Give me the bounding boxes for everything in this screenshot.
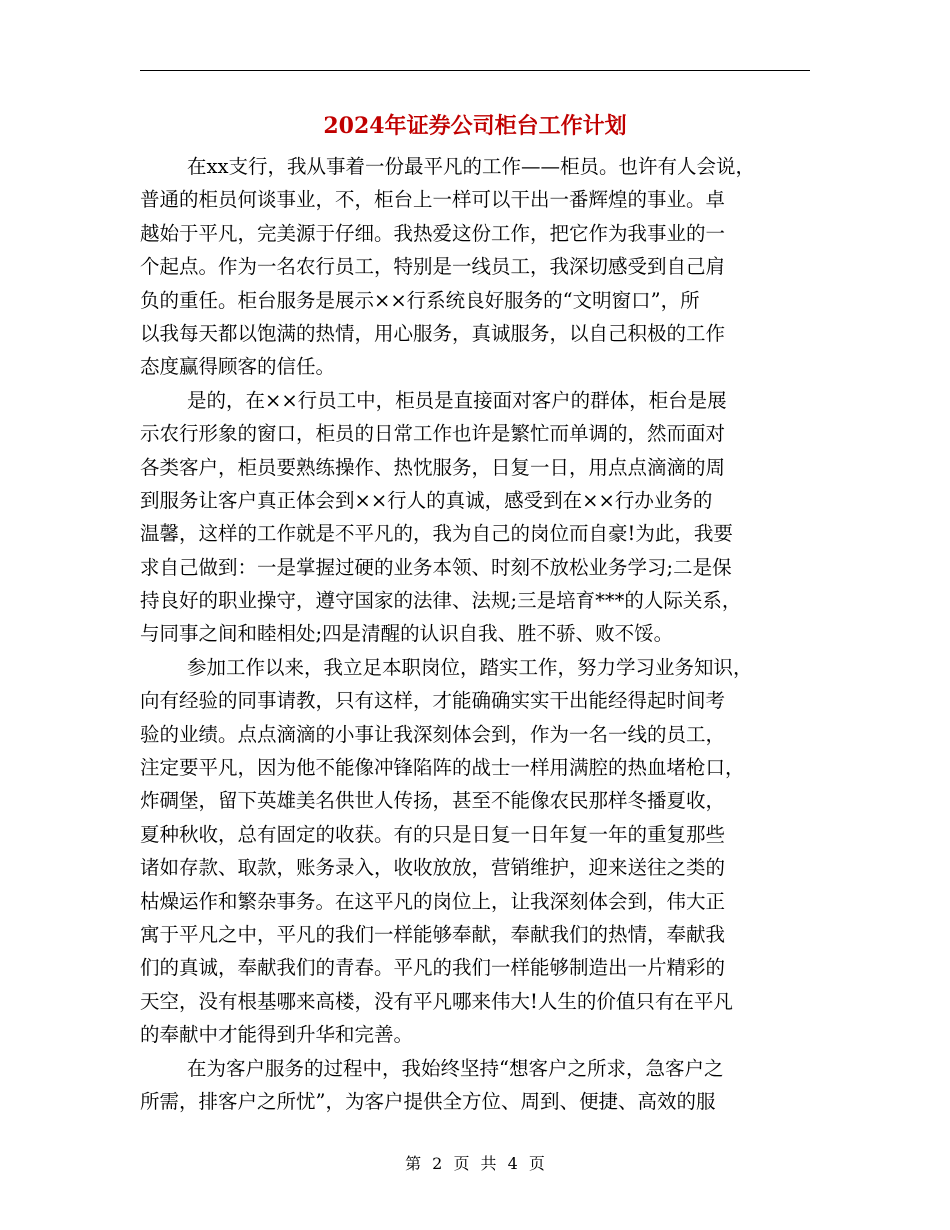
document-title: 2024年证券公司柜台工作计划 [323,113,627,139]
paragraph-line: 枯燥运作和繁杂事务。在这平凡的岗位上，让我深刻体会到，伟大正 [140,889,726,913]
document-body [140,150,812,1118]
paragraph-line: 越始于平凡，完美源于仔细。我热爱这份工作，把它作为我事业的一 [140,221,726,245]
paragraph-line: 持良好的职业操守，遵守国家的法律、法规;三是培育***的人际关系， [140,589,742,613]
paragraph-line: 到服务让客户真正体会到××行人的真诚，感受到在××行办业务的 [140,488,713,512]
paragraph-line: 所需，排客户之所忧”，为客户提供全方位、周到、便捷、高效的服 [140,1089,716,1113]
paragraph-line: 负的重任。柜台服务是展示××行系统良好服务的“文明窗口”，所 [140,288,700,312]
paragraph-line: 寓于平凡之中，平凡的我们一样能够奉献，奉献我们的热情，奉献我 [140,922,726,946]
header-rule [140,70,810,71]
paragraph-line: 验的业绩。点点滴滴的小事让我深刻体会到，作为一名一线的员工， [140,722,726,746]
paragraph-line: 以我每天都以饱满的热情，用心服务，真诚服务，以自己积极的工作 [140,321,726,345]
paragraph-line: 在为客户服务的过程中，我始终坚持“想客户之所求，急客户之 [187,1056,724,1080]
paragraph-line: 天空，没有根基哪来高楼，没有平凡哪来伟大!人生的价值只有在平凡 [140,989,733,1013]
paragraph-line: 向有经验的同事请教，只有这样，才能确确实实干出能经得起时间考 [140,689,726,713]
paragraph-line: 夏种秋收，总有固定的收获。有的只是日复一日年复一年的重复那些 [140,822,726,846]
paragraph-line: 各类客户，柜员要熟练操作、热忱服务，日复一日，用点点滴滴的周 [140,455,726,479]
paragraph-line: 是的，在××行员工中，柜员是直接面对客户的群体，柜台是展 [187,388,727,412]
paragraph-line: 参加工作以来，我立足本职岗位，踏实工作，努力学习业务知识， [187,655,753,679]
paragraph-line: 诸如存款、取款，账务录入，收收放放，营销维护，迎来送往之类的 [140,856,726,880]
paragraph-line: 个起点。作为一名农行员工，特别是一线员工，我深切感受到自己肩 [140,255,726,279]
paragraph-line: 炸碉堡，留下英雄美名供世人传扬，甚至不能像农民那样冬播夏收， [140,789,726,813]
page-number: 第 2 页 共 4 页 [405,1154,545,1173]
paragraph-line: 求自己做到：一是掌握过硬的业务本领、时刻不放松业务学习;二是保 [140,555,732,579]
paragraph-line: 温馨，这样的工作就是不平凡的，我为自己的岗位而自豪!为此，我要 [140,522,733,546]
paragraph-line: 在xx支行，我从事着一份最平凡的工作——柜员。也许有人会说， [187,155,755,178]
paragraph-line: 普通的柜员何谈事业，不，柜台上一样可以干出一番辉煌的事业。卓 [140,188,726,212]
paragraph-line: 的奉献中才能得到升华和完善。 [140,1023,414,1047]
paragraph-line: 们的真诚，奉献我们的青春。平凡的我们一样能够制造出一片精彩的 [140,956,726,980]
paragraph-line: 示农行形象的窗口，柜员的日常工作也许是繁忙而单调的，然而面对 [140,422,726,446]
paragraph-line: 态度赢得顾客的信任。 [140,355,336,379]
paragraph-line: 注定要平凡，因为他不能像冲锋陷阵的战士一样用满腔的热血堵枪口， [140,756,745,780]
paragraph-line: 与同事之间和睦相处;四是清醒的认识自我、胜不骄、败不馁。 [140,622,674,646]
